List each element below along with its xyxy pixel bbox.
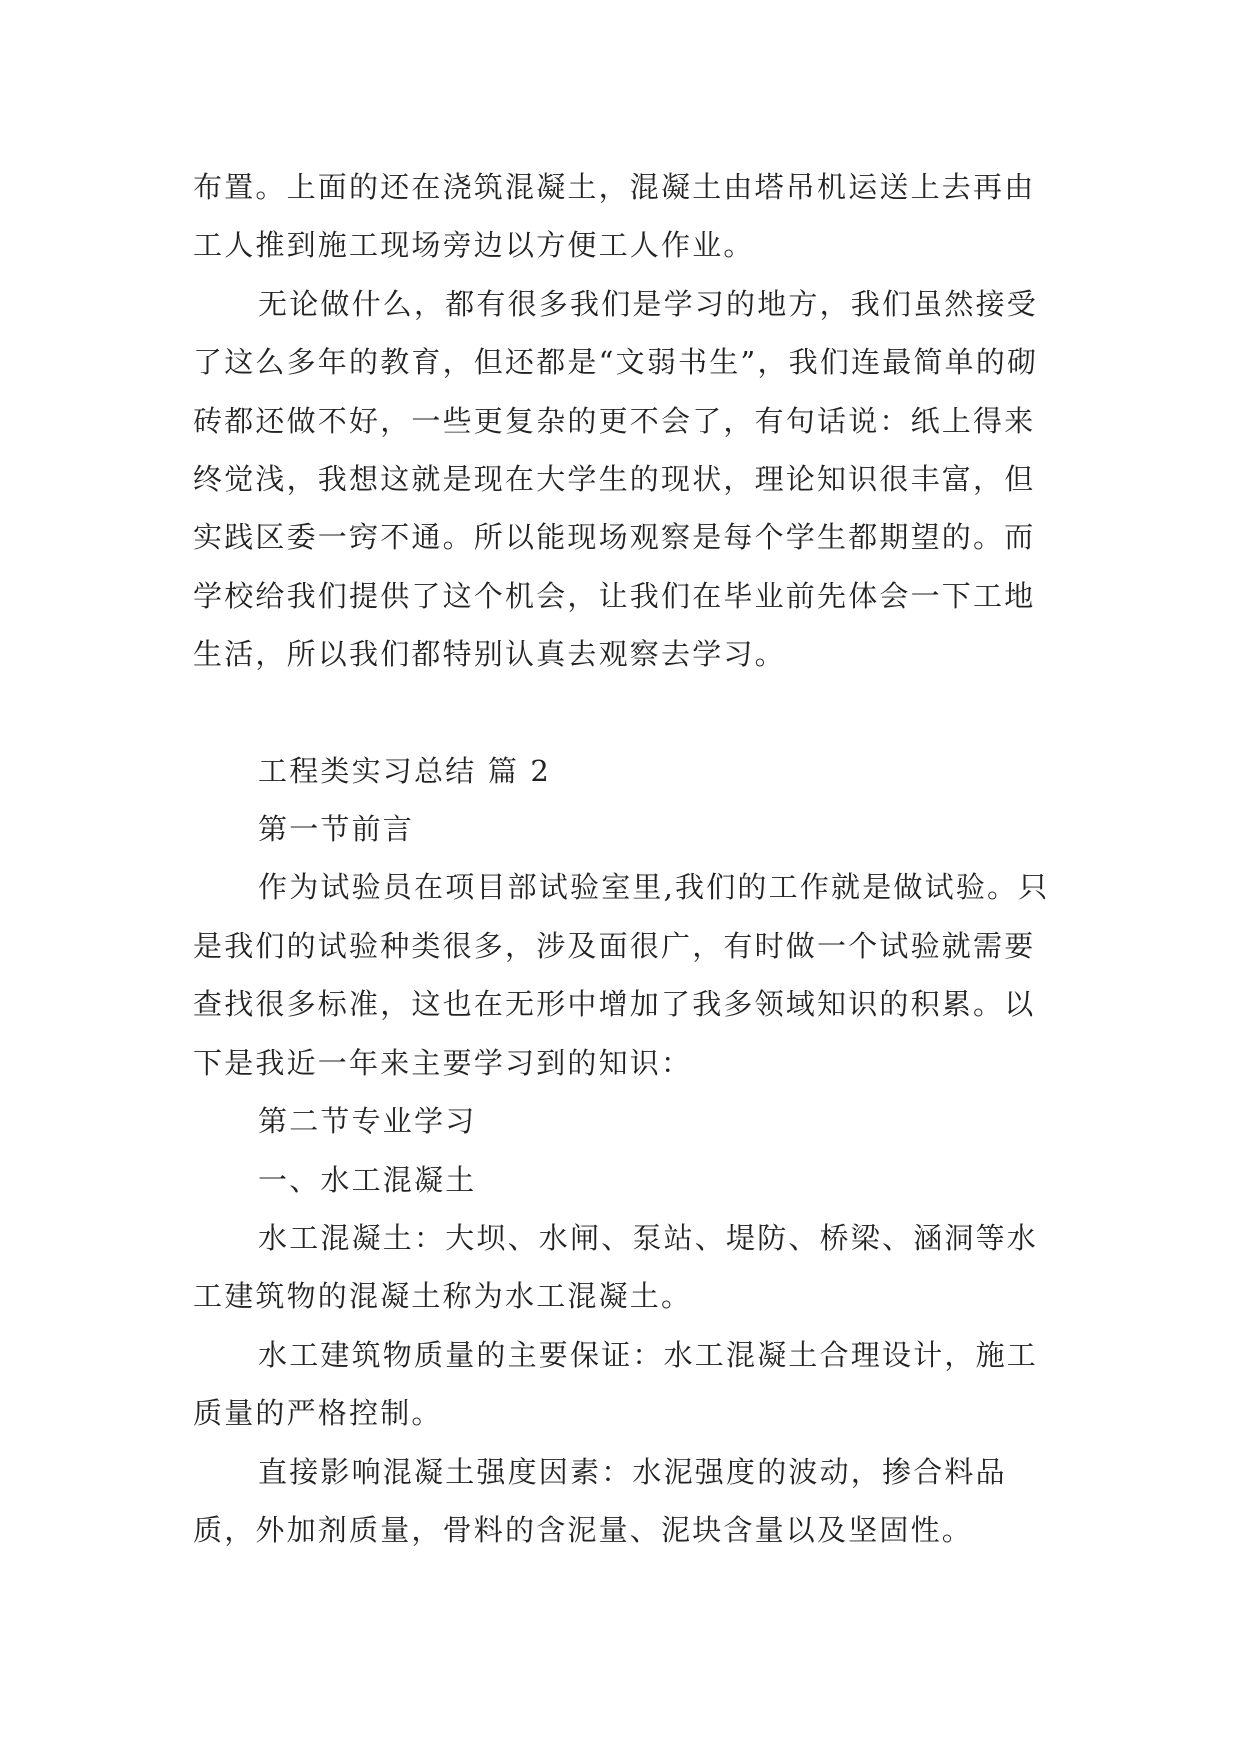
section-heading-professional-study: 第二节专业学习 [258,1104,477,1139]
article-title: 工程类实习总结 篇 2 [258,753,552,788]
subsection-heading-hydraulic-concrete: 一、水工混凝土 [258,1162,477,1197]
section-heading-preface: 第一节前言 [258,812,415,847]
paragraph-definition: 水工混凝土：大坝、水闸、泵站、堤防、桥梁、涵洞等水工建筑物的混凝土称为水工混凝土。 [193,1220,1039,1314]
paragraph-reflection: 无论做什么，都有很多我们是学习的地方，我们虽然接受了这么多年的教育，但还都是“文弱书生”，我们连最简单的砌砖都还做不好，一些更复杂的更不会了，有句话说：纸上得来终觉浅，我想这就是现在大学生的现状，理论知识很丰富，但实践区委一窍不通。所以能现场观察是每个学生都期望的。而学校给我们提供了这个机会，让我们在毕业前先体会一下工地生活，所以我们都特别认真去观察去学习。 [193,286,1039,672]
paragraph-preface: 作为试验员在项目部试验室里,我们的工作就是做试验。只是我们的试验种类很多，涉及面很广，有时做一个试验就需要查找很多标准，这也在无形中增加了我多领域知识的积累。以下是我近一年来主要学习到的知识： [193,870,1050,1080]
paragraph-continuation: 布置。上面的还在浇筑混凝土，混凝土由塔吊机运送上去再由工人推到施工现场旁边以方便工人作业。 [193,170,1036,263]
document-body [193,158,1053,1559]
section-spacer [193,684,1053,742]
paragraph-quality-assurance: 水工建筑物质量的主要保证：水工混凝土合理设计，施工质量的严格控制。 [193,1337,1039,1431]
paragraph-strength-factors: 直接影响混凝土强度因素：水泥强度的波动，掺合料品质，外加剂质量，骨料的含泥量、泥块含量以及坚固性。 [193,1454,1007,1547]
